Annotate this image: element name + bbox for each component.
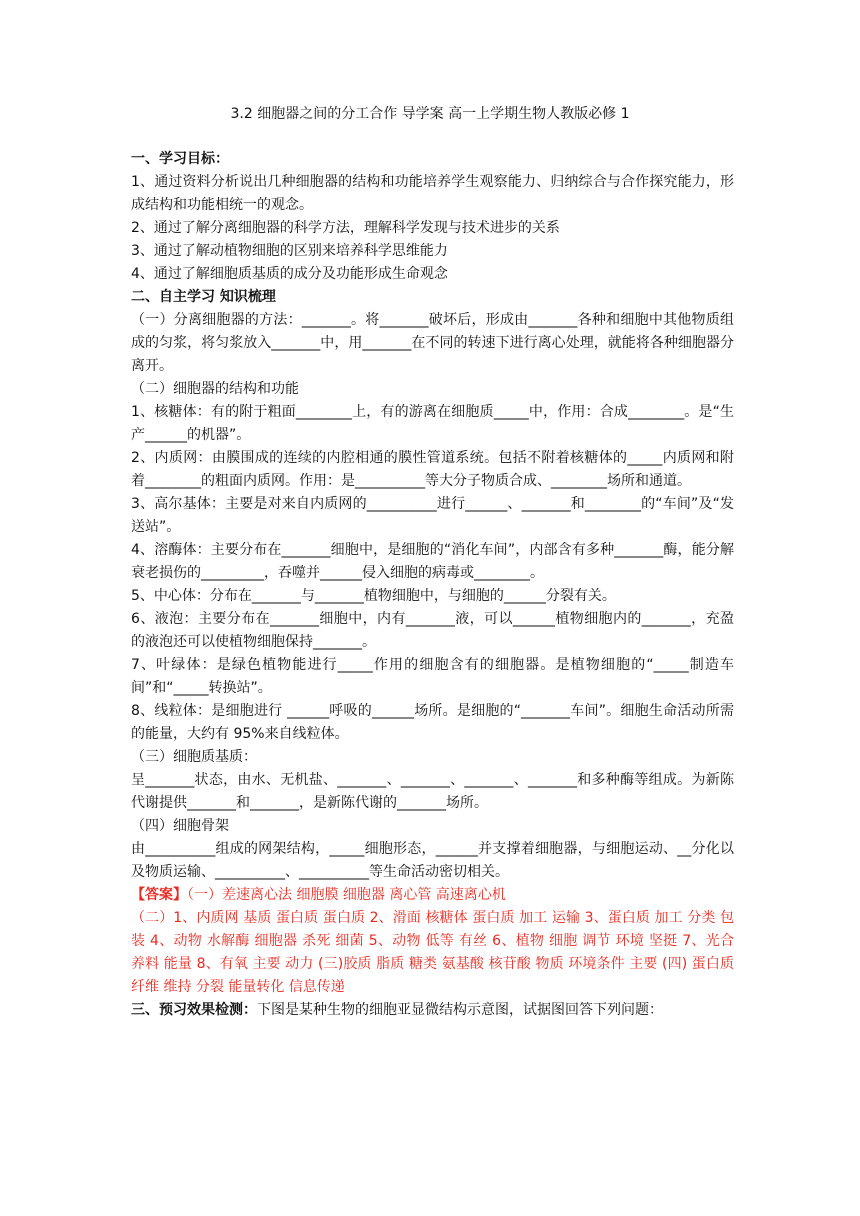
objective-item: 1、通过资料分析说出几种细胞器的结构和功能培养学生观察能力、归纳综合与合作探究能力，形成结构和功能相统一的观念。: [131, 174, 734, 213]
section-2-heading: 二、自主学习 知识梳理: [131, 289, 276, 305]
section-3-text: 下图是某种生物的细胞亚显微结构示意图，试据图回答下列问题：: [257, 1002, 663, 1018]
subsection-1-text: （一）分离细胞器的方法：_______。将_______破坏后，形成由_______各种和细胞中其他物质组成的匀浆，将匀浆放入_______中，用_______在不同的转速下进行离心处理，就能将各种细胞器分离开。: [131, 312, 734, 374]
answer-rest: （二）1、内质网 基质 蛋白质 蛋白质 2、滑面 核糖体 蛋白质 加工 运输 3、蛋白质 加工 分类 包装 4、动物 水解酶 细胞器 杀死 细菌 5、动物 低等 有丝 6、植物 细胞 调节 环境 坚挺 7、光合 养料 能量 8、有氧 主要 动力 (三)胶质 脂质 糖类 氨基酸 核苷酸 物质 环境条件 主要 (四) 蛋白质纤维 维持 分裂 能量转化 信息传递: [131, 910, 734, 995]
subsection-4-text: 由__________组成的网架结构，_____细胞形态，______并支撑着细胞器，与细胞运动、__分化以及物质运输、__________、__________等生命活动密切相关。: [131, 841, 734, 880]
answer-line-1: （一）差速离心法 细胞膜 细胞器 离心管 高速离心机: [187, 887, 506, 903]
section-3: [131, 999, 734, 1022]
objective-item: 2、通过了解分离细胞器的科学方法，理解科学发现与技术进步的关系: [131, 220, 560, 236]
subsection-4-heading: （四）细胞骨架: [131, 818, 229, 834]
subsection-3-text: 呈_______状态，由水、无机盐、_______、_______、_______、_______和多种酶等组成。为新陈代谢提供_______和_______，是新陈代谢的_______场所。: [131, 772, 734, 811]
organelle-item: 3、高尔基体：主要是对来自内质网的__________进行______、_______和________的“车间”及“发送站”。: [131, 496, 734, 535]
answer-label: 【答案】: [131, 887, 187, 903]
organelle-item: 6、液泡：主要分布在_______细胞中，内有_______液，可以______植物细胞内的_______，充盈的液泡还可以使植物细胞保持_______。: [131, 611, 734, 650]
organelle-item: 1、核糖体：有的附于粗面________上，有的游离在细胞质_____中，作用：合成________。是“生产______的机器”。: [131, 404, 734, 443]
organelle-item: 5、中心体：分布在_______与_______植物细胞中，与细胞的______分裂有关。: [131, 588, 616, 604]
organelle-item: 4、溶酶体：主要分布在_______细胞中，是细胞的“消化车间”，内部含有多种_______酶，能分解衰老损伤的_________，吞噬并______侵入细胞的病毒或________。: [131, 542, 734, 581]
organelle-item: 8、线粒体：是细胞进行 ______呼吸的______场所。是细胞的“_______车间”。细胞生命活动所需的能量，大约有 95%来自线粒体。: [131, 703, 734, 742]
answer-block: [131, 884, 734, 907]
organelle-item: 2、内质网：由膜围成的连续的内腔相通的膜性管道系统。包括不附着核糖体的_____内质网和附着________的粗面内质网。作用：是__________等大分子物质合成、________场所和通道。: [131, 450, 734, 489]
subsection-2-heading: （二）细胞器的结构和功能: [131, 381, 299, 397]
section-3-heading: 三、预习效果检测：: [131, 1002, 257, 1018]
objective-item: 4、通过了解细胞质基质的成分及功能形成生命观念: [131, 266, 448, 282]
section-1-heading: 一、学习目标：: [131, 151, 229, 167]
document-body: [131, 148, 734, 1022]
document-title: 3.2 细胞器之间的分工合作 导学案 高一上学期生物人教版必修 1: [230, 106, 630, 122]
organelle-item: 7、叶绿体：是绿色植物能进行_____作用的细胞含有的细胞器。是植物细胞的“_____制造车间”和“_____转换站”。: [131, 657, 734, 696]
subsection-3-heading: （三）细胞质基质：: [131, 749, 257, 765]
objective-item: 3、通过了解动植物细胞的区别来培养科学思维能力: [131, 243, 448, 259]
